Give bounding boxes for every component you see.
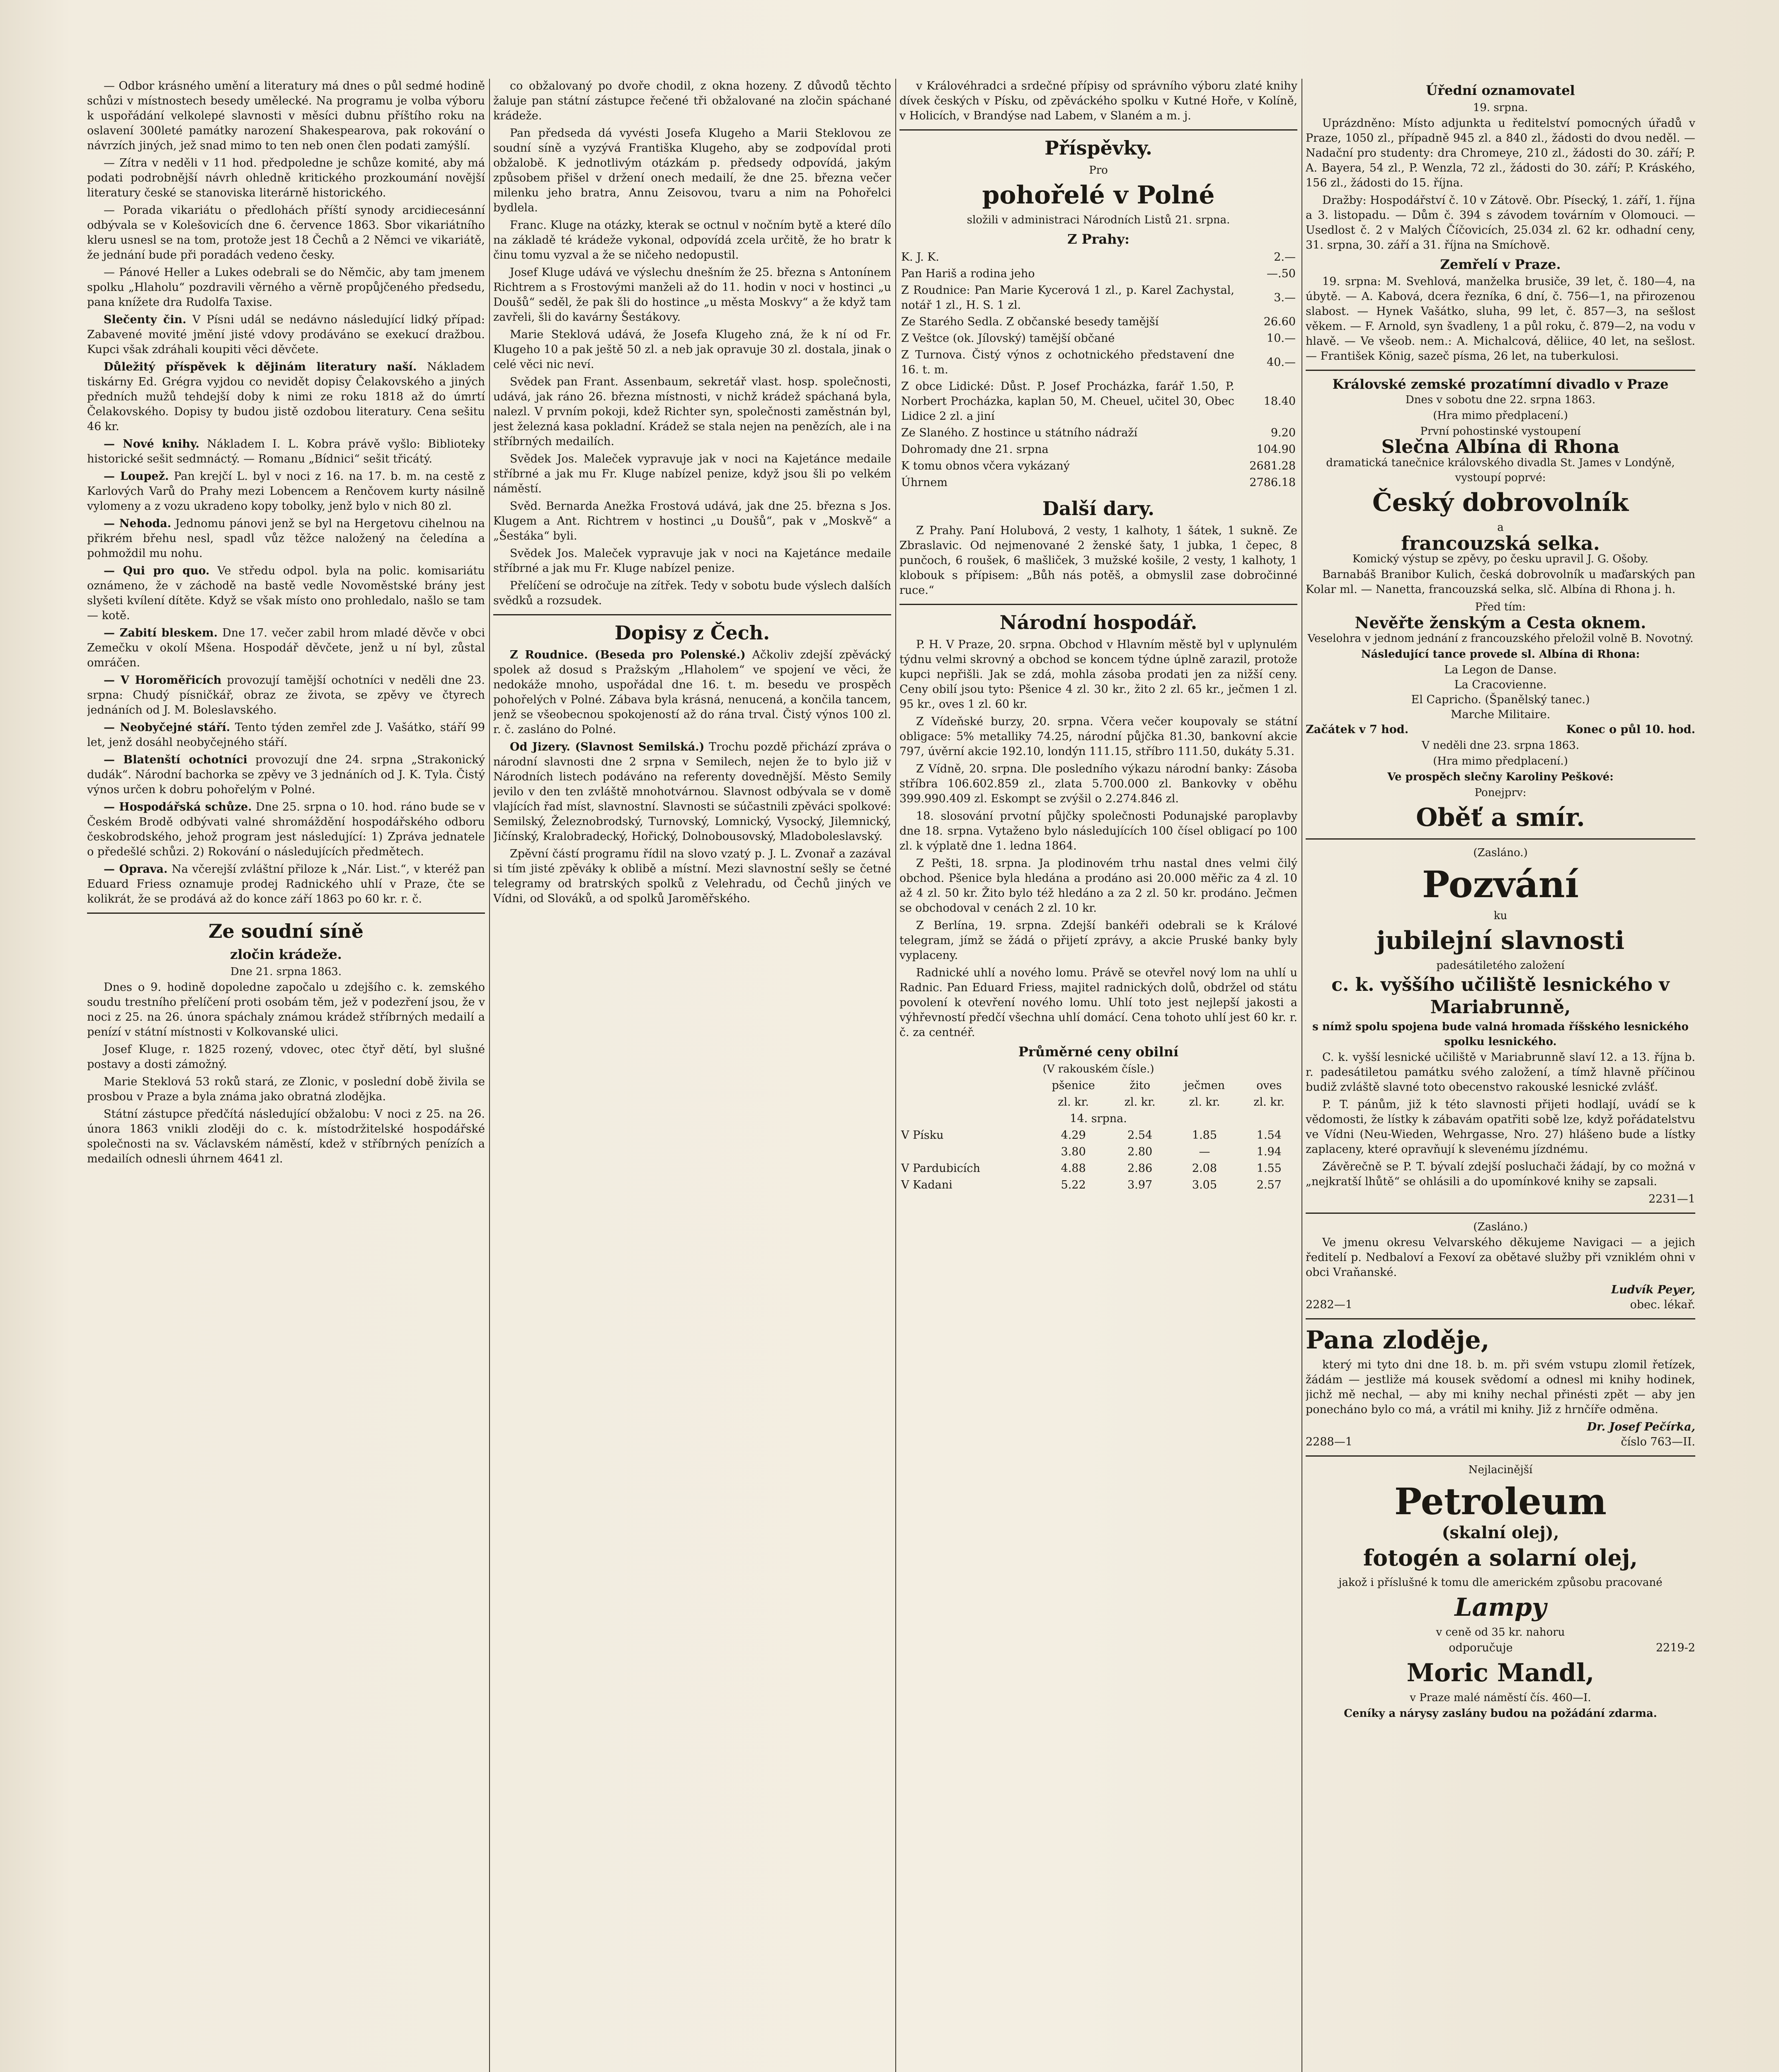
section-divider <box>493 614 891 615</box>
grain-price: 3.97 <box>1127 1179 1153 1191</box>
more-gifts-text: Z Prahy. Paní Holubová, 2 vesty, 1 kalhoty, 1 šátek, 1 sukně. Ze Zbraslavic. Od nejmenované 2 ženské šaty, 1 jubka, 1 čepec, 8 punčoch, 6 roušek, 6 mašliček, 3 mužské košile, 2 vesty, 1 kalhoty, 1 klobouk s přípisem: „Bůh nás potěš, a obmyslil zase dobročinné ruce.“ <box>899 524 1297 597</box>
ad-number: 2219-2 <box>1655 1641 1695 1654</box>
donations-prev-row: K tomu obnos včera vykázaný 2681.28 <box>901 460 1296 472</box>
news-text: Tento týden zemřel zde J. Vašátko, stáří 99 let, jenž dosáhl neobyčejného stáří. <box>87 721 485 749</box>
theatre-date: Dnes v sobotu dne 22. srpna 1863. <box>1405 394 1596 406</box>
invitation-sub: padesátiletého založení <box>1436 959 1565 972</box>
news-text: Dne 25. srpna o 10. hod. ráno bude se v Českém Brodě odbývati valné shromáždění hospodářského odboru českobrodského, jehož program jest následující: 1) Zpráva jednatele o předešlé schůzi. 2) Rokování o následujících předmětech. <box>87 801 485 858</box>
news-heading: — Nehoda. <box>104 517 171 530</box>
economy-title: Národní hospodář. <box>999 611 1197 634</box>
court-paragraph: Státní zástupce předčítá následující obžalobu: V noci z 25. na 26. února 1863 vnikli zloději do c. k. místodržitelské hospodářské společnosti na sv. Václavském náměstí, kdež v stříbrných penízích a medailích odnesli úhrnem 4641 zl. <box>87 1108 485 1165</box>
grain-header-cell: pšenice <box>1052 1079 1095 1092</box>
contributions-title: Příspěvky. <box>1045 137 1152 159</box>
theatre-dance-item: La Legon de Danse. <box>1444 663 1557 676</box>
grain-unit-cell <box>899 1094 1035 1111</box>
theatre-play-3-desc: Veselohra v jednom jednání z francouzského přeložil volně B. Novotný. <box>1307 632 1694 645</box>
petroleum-from: odporučuje <box>1449 1641 1513 1654</box>
section-divider <box>87 913 485 914</box>
court-section-subtitle: zločin krádeže. <box>230 946 342 962</box>
invitation-event: jubilejní slavnosti <box>1376 926 1625 955</box>
news-item <box>87 673 485 718</box>
donations-total-row: Dohromady dne 21. srpna 104.90 <box>901 443 1296 456</box>
court-paragraph: Svědek pan Frant. Assenbaum, sekretář vlast. hosp. společnosti, udává, jak ráno 26. března místnosti, v nichž krádež spáchaná byla, nalezl. V prvním pokoji, kdež Richter syn, společnosti zaměstnán byl, jest železná kasa pokladní. Krádež se stala nejen na penězích, ale i na stříbrných medailích. <box>493 375 891 448</box>
theatre-end: Konec o půl 10. hod. <box>1566 723 1695 736</box>
petroleum-price: v ceně od 35 kr. nahoru <box>1436 1626 1565 1639</box>
grain-header-cell: ječmen <box>1184 1079 1225 1092</box>
ad-number: 2231—1 <box>1648 1193 1695 1205</box>
donation-value: —.50 <box>1267 267 1296 280</box>
court-paragraph: Svědek Jos. Maleček vypravuje jak v noci na Kajetánce medaile stříbrné a jak mu Fr. Kluge nabízel penize, když jsou šli po velkém náměstí. <box>493 453 891 495</box>
court-paragraph: Dnes o 9. hodině dopoledne započalo u zdejšího c. k. zemského soudu trestního přelíčení proti osobám těm, jež v podezření jsou, že v noci z 25. na 26. února spáchaly známou krádež stříbrných medailí a penízí v státní místnosti v Kolkovanské ulici. <box>87 981 485 1038</box>
news-item <box>87 437 485 467</box>
grain-price: 2.57 <box>1256 1179 1282 1191</box>
court-paragraph: Marie Steklová udává, že Josefa Klugeho zná, že k ní od Fr. Klugeho 10 a pak ještě 50 zl. a neb jak opravuje 30 zl. dostala, jinak o celé věci nic neví. <box>493 328 891 371</box>
contributions-headline: pohořelé v Polné <box>982 181 1215 210</box>
donation-name: Z Veštce (ok. Jílovský) tamější občané <box>901 332 1115 345</box>
grain-price: 4.88 <box>1061 1162 1086 1175</box>
invitation-ku: ku <box>1493 910 1508 922</box>
grain-unit-cell: zl. kr. <box>1058 1096 1089 1109</box>
theatre-dance-item: La Cracovienne. <box>1454 678 1547 691</box>
grain-prices-subtitle: (V rakouském čísle.) <box>1042 1063 1154 1075</box>
column-1 <box>87 79 485 2072</box>
news-heading: — Loupež. <box>104 470 169 483</box>
news-heading: — V Horoměřicích <box>104 674 222 687</box>
grain-row <box>899 1177 1297 1193</box>
economy-item: Z Vídně, 20. srpna. Dle posledního výkazu národní banky: Zásoba stříbra 106.602.859 zl., zlata 5.700.000 zl. Bankovky v oběhu 399.990.409 zl. Eskompt se zvýšil o 2.274.846 zl. <box>899 762 1297 805</box>
news-item <box>87 862 485 907</box>
section-divider <box>1306 1318 1695 1319</box>
news-item <box>87 312 485 357</box>
grain-price: 2.80 <box>1127 1145 1153 1158</box>
donation-value: 10.— <box>1267 332 1296 345</box>
theatre-dances-intro: Následující tance provede sl. Albína di Rhona: <box>1361 648 1640 661</box>
news-heading: — Neobyčejné stáří. <box>104 721 230 734</box>
grain-prices-units <box>899 1094 1297 1111</box>
thief-notice-footer <box>1306 1435 1695 1450</box>
thief-notice-text: který mi tyto dni dne 18. b. m. při svém vstupu zlomil řetízek, žádám — jestliže má kousek svědomí a odnesl mi knihy hodinek, jichž mě nechal, — aby mi knihy nechal přinésti zpět — aby jen ponecháno bylo co má, a vrátil mi knihy. Již z hrnčíře odměna. <box>1306 1358 1695 1416</box>
grain-price: 3.80 <box>1061 1145 1086 1158</box>
grain-place: V Kadani <box>901 1179 953 1191</box>
donation-row <box>899 249 1297 266</box>
grain-price: 2.54 <box>1127 1129 1153 1142</box>
news-item: — Zítra v neděli v 11 hod. předpoledne je schůze komité, aby má podati podrobnější návrh ohledně kritického prozkoumání novější literatury české se stanoviska literárně historického. <box>87 157 485 199</box>
theatre-first-guest: První pohostinské vystoupení <box>1420 425 1581 438</box>
section-divider <box>899 129 1297 131</box>
theatre-star: Slečna Albína di Rhona <box>1381 436 1620 457</box>
contributions-subtitle: složili v administraci Národních Listů 21. srpna. <box>967 214 1230 226</box>
news-item: — Porada vikariátu o předlohách příští synody arcidiecesánní odbývala se v Kolešovicích dne 6. července 1863. Sbor vikariátního kleru usnesl se na tom, protože jest 18 Čechů a 2 Němci ve vikariátě, že jednání bude při poradách vedeno česky. <box>87 204 485 261</box>
letter-text: Ačkoliv zdejší zpěvácký spolek až dosud s Pražským „Hlaholem“ ve spojení ve věci, že nedokáže mnoho, uspořádal dne 16. t. m. besedu ve prospěch pohořelých v Polné. Zábava byla krásná, nenucená, a končila tancem, jenž se všeobecnou spokojeností až do rána trval. Čistý výnos 100 zl. r. č. zasláno do Polné. <box>493 649 891 736</box>
grain-place <box>899 1144 1035 1160</box>
section-divider <box>899 604 1297 605</box>
grain-price: 5.22 <box>1061 1179 1086 1191</box>
letter-item: Zpěvní částí programu řídil na slovo vzatý p. J. L. Zvonař a zazával si tím jisté zpěváky k oblibě a místní. Mezi slavnostní sešly se četné telegramy od bratrských spolků z Velehradu, od Čechů jiných ve Vídni, od Slováků, a od spolků Jaroměřského. <box>493 847 891 905</box>
donation-name: Pan Hariš a rodina jeho <box>901 267 1035 280</box>
news-heading: — Oprava. <box>104 863 168 876</box>
news-item <box>87 720 485 750</box>
petroleum-merchant: Moric Mandl, <box>1406 1658 1595 1687</box>
donation-name: Z obce Lidické: Důst. P. Josef Procházka, farář 1.50, P. Norbert Procházka, kaplan 50, M. Cheuel, učitel 30, Obec Lidice 2 zl. a jiní <box>901 380 1234 423</box>
official-notices-date: 19. srpna. <box>1473 102 1528 114</box>
invitation-school: c. k. vyššího učiliště lesnického v Mariabrunně, <box>1331 974 1670 1018</box>
donation-row <box>899 282 1297 314</box>
economy-item: 18. slosování prvotní půjčky společnosti Podunajské paroplavby dne 18. srpna. Vytaženo bylo následujících 100 čísel obligací po 100 zl. k výplatě dne 1. ledna 1864. <box>899 810 1297 852</box>
theatre-sunday-note: (Hra mimo předplacení.) <box>1433 755 1568 767</box>
ad-number: 2288—1 <box>1306 1435 1352 1448</box>
donation-name: K. J. K. <box>901 251 939 264</box>
grain-prices-table <box>899 1077 1297 1193</box>
official-notice: Dražby: Hospodářství č. 10 v Zátově. Obr. Písecký, 1. září, 1. října a 3. listopadu. — Dům č. 394 s závodem továrním v Olomouci. — Usedlost č. 2 v Malých Číčovicích, 25.034 zl. 62 kr. odhadní ceny, 31. srpna, 30. září a 31. října na Smíchově. <box>1306 194 1695 252</box>
grain-prices-date-row: 14. srpna. <box>1070 1112 1127 1125</box>
column-divider <box>489 79 490 2072</box>
theatre-before: Před tím: <box>1475 601 1526 613</box>
theatre-star-desc: dramatická tanečnice královského divadla St. James v Londýně, vystoupí poprvé: <box>1326 457 1675 484</box>
letter-heading: Z Roudnice. (Beseda pro Polenské.) <box>510 649 746 661</box>
petroleum-address: v Praze malé náměstí čís. 460—I. <box>1410 1692 1591 1704</box>
grain-price: 1.55 <box>1256 1162 1282 1175</box>
grain-prices-header <box>899 1077 1297 1094</box>
news-text: Dne 17. večer zabil hrom mladé děvče v obci Zemečku v okolí Mšena. Hospodář děvčete, jenž u ní byl, zůstal omráčen. <box>87 627 485 669</box>
section-divider <box>1306 1213 1695 1214</box>
donations-sum-row: Úhrnem 2786.18 <box>901 476 1296 489</box>
grain-prices-title: Průměrné ceny obilní <box>1018 1044 1179 1060</box>
grain-place: V Pardubicích <box>901 1162 980 1175</box>
news-item: — Odbor krásného umění a literatury má dnes o půl sedmé hodině schůzi v místnostech besedy umělecké. Na programu je volba výboru k uspořádání velkolepé slavnosti v měsíci dubnu příštího roku na oslavení 300leté památky narození Shakespearova, pak rokování o návrzích jiných, jež snad mimo to ten neb onen člen podati zamýšlí. <box>87 80 485 152</box>
news-text: provozují tamější ochotníci v neděli dne 23. srpna: Chudý písničkář, obraz ze života, se zpěvy ve čtyrech jednáních od J. M. Boleslavského. <box>87 674 485 716</box>
donation-name: Z Roudnice: Pan Marie Kycerová 1 zl., p. Karel Zachystal, notář 1 zl., H. S. 1 zl. <box>901 284 1234 312</box>
column-2 <box>493 79 891 2072</box>
donation-value: 2.— <box>1274 251 1296 264</box>
grain-header-cell: žito <box>1129 1079 1151 1092</box>
thanks-footer <box>1306 1297 1695 1312</box>
court-paragraph: Josef Kluge, r. 1825 rozený, vdovec, otec čtyř dětí, byl slušné postavy a dosti zámožný. <box>87 1043 485 1071</box>
letter-heading: Od Jizery. (Slavnost Semilská.) <box>510 741 705 753</box>
news-item: v Královéhradci a srdečné přípisy od správního výboru zlaté knihy dívek českých v Písku, od zpěváckého spolku v Kutné Hoře, v Kolíně, v Holicích, v Brandýse nad Labem, v Slaném a m. j. <box>899 80 1297 122</box>
theatre-times <box>1306 722 1695 737</box>
grain-price: 3.05 <box>1192 1179 1217 1191</box>
theatre-play-1: Český dobrovolník <box>1372 488 1629 517</box>
grain-price: 4.29 <box>1061 1129 1086 1142</box>
theatre-start: Začátek v 7 hod. <box>1306 723 1409 736</box>
theatre-benefit: Ve prospěch slečny Karoliny Peškové: <box>1387 771 1614 783</box>
donation-name: Z Turnova. Čistý výnos z ochotnického představení dne 16. t. m. <box>901 349 1234 376</box>
news-text: V Písni udál se nedávno následující lidký případ: Zabavené movité jmění jisté vdovy prodáváno se exekucí dražbou. Kupci však zdráhali koupiti věci děvčete. <box>87 313 485 356</box>
grain-unit-cell: zl. kr. <box>1124 1096 1156 1109</box>
theatre-play-3: Nevěřte ženským a Cesta oknem. <box>1355 613 1646 632</box>
court-paragraph: Svědek Jos. Maleček vypravuje jak v noci na Kajetánce medaile stříbrné a jak mu Fr. Kluge nabízel penize. <box>493 547 891 575</box>
contributions-pro: Pro <box>1089 164 1108 177</box>
court-paragraph: Franc. Kluge na otázky, kterak se octnul v nočním bytě a které dílo na základě té krádeže vykonal, odpovídá zcela určitě, že ho bratr k činu tomu vyzval a že se ničeho nedopustil. <box>493 219 891 261</box>
invitation-text: P. T. pánům, již k této slavnosti přijeti hodlají, uvádí se k vědomosti, že lístky k zábavám opatřiti sobě lze, když pořádatelstvu ve Vídni (Neu-Wieden, Wehrgasse, Nro. 27) hlášeno bude a lístky zaplaceny, které opravňují k slevenému jízdnému. <box>1306 1098 1695 1156</box>
news-text: Nákladem tiskárny Ed. Grégra vyjdou co nevidět dopisy Čelakovského a jiných předních mužů tehdejší doby k nimi ze roku 1818 až do úmrtí Čelakovského. Dopisy ty budou jistě ozdobou literatury. Cena sešitu 46 kr. <box>87 361 485 433</box>
grain-header-cell: oves <box>1256 1079 1282 1092</box>
column-divider <box>895 79 896 2072</box>
theatre-play-2-desc: Komický výstup se zpěvy, po česku upravil J. G. Ošoby. <box>1352 553 1648 565</box>
grain-price: 1.54 <box>1256 1129 1282 1142</box>
news-item <box>87 469 485 514</box>
ad-number: 2282—1 <box>1306 1298 1352 1311</box>
news-heading: — Nové knihy. <box>104 438 199 450</box>
grain-price: 2.08 <box>1192 1162 1217 1175</box>
letter-item <box>493 648 891 737</box>
news-item <box>87 753 485 797</box>
grain-row <box>899 1127 1297 1144</box>
theatre-title: Královské zemské prozatímní divadlo v Praze <box>1332 376 1669 392</box>
theatre-and: a <box>1497 521 1504 534</box>
news-item <box>87 626 485 670</box>
petroleum-lamps: Lampy <box>1454 1593 1546 1622</box>
court-paragraph: Svěd. Bernarda Anežka Frostová udává, jak dne 25. března s Jos. Klugem a Ant. Richtrem v hostinci „u Doušů“, pak v „Moskvě“ a „Šestáka“ byli. <box>493 500 891 542</box>
petroleum-sub: (skalní olej), <box>1442 1523 1559 1542</box>
donation-row <box>899 378 1297 425</box>
court-date: Dne 21. srpna 1863. <box>230 966 342 978</box>
invitation-title: Pozvání <box>1422 863 1579 906</box>
donation-row <box>899 330 1297 347</box>
economy-item: Radnické uhlí a nového lomu. Právě se otevřel nový lom na uhlí u Radnic. Pan Eduard Friess, majitel radnických dolů, obdržel od státu povolení k otevření nového lomu. Uhlí toto jest nejlepší jakosti a výhřevností předčí všechna uhlí domácí. Cena tohoto uhlí jest 60 kr. r. č. za centnéř. <box>899 966 1297 1039</box>
column-3 <box>899 79 1297 2072</box>
grain-row <box>899 1144 1297 1160</box>
news-heading: — Hospodářská schůze. <box>104 801 252 813</box>
economy-item: P. H. V Praze, 20. srpna. Obchod v Hlavním městě byl v uplynulém týdnu velmi skrovný a obchod se koncem týdne úplně zarazil, protože kupci nepřišli. Jak se zdá, mohla zásoba prodati jen za nižší ceny. Ceny obilí jsou tyto: Pšenice 4 zl. 30 kr., žito 2 zl. 65 kr., ječmen 1 zl. 95 kr., oves 1 zl. 60 kr. <box>899 638 1297 711</box>
invitation-join: s nímž spolu spojena bude valná hromada říšského lesnického spolku lesnického. <box>1312 1021 1689 1048</box>
thanks-text: Ve jmenu okresu Velvarského děkujeme Navigaci — a jejich ředitelí p. Nedbaloví a Fexoví za obětavé služby při vzniklém ohni v obci Vraňanské. <box>1306 1236 1695 1279</box>
section-divider <box>1306 370 1695 371</box>
petroleum-catalog: Ceníky a nárysy zaslány budou na požádání zdarma. <box>1344 1707 1657 1720</box>
news-text: Na včerejší zvláštní přiloze k „Nár. List.“, v kteréž pan Eduard Friess oznamuje prodej Radnického uhlí v Praze, čte se kolikrát, že se prodává až do konce září 1863 po 60 kr. r. č. <box>87 863 485 905</box>
sent-label: (Zasláno.) <box>1473 1221 1528 1233</box>
court-paragraph: Přelíčení se odročuje na zítřek. Tedy v sobotu bude výslech dalších svědků a rozsudek. <box>493 579 891 607</box>
theatre-benefit-first: Ponejprv: <box>1474 787 1527 799</box>
official-notices-title: Úřední oznamovatel <box>1426 82 1575 98</box>
news-text: Nákladem I. L. Kobra právě vyšlo: Biblioteky historické sešit sedmnáctý. — Romanu „Bídnici“ sešit třicátý. <box>87 438 485 465</box>
theatre-roles: Barnabáš Branibor Kulich, česká dobrovolník u maďarských pan Kolar ml. — Nanetta, francouzská selka, slč. Albína di Rhona j. h. <box>1306 568 1695 596</box>
thief-notice-signature: Dr. Josef Pečírka, <box>1587 1421 1695 1433</box>
news-heading: Důležitý příspěvek k dějinám literatury naší. <box>104 361 417 373</box>
theatre-dances <box>1306 663 1695 722</box>
donation-value: 26.60 <box>1263 315 1296 328</box>
grain-price: 1.85 <box>1192 1129 1217 1142</box>
donation-name: Ze Slaného. Z hostince u státního nádraží <box>901 426 1138 439</box>
letter-item <box>493 740 891 844</box>
thanks-signature-title: obec. lékař. <box>1630 1298 1695 1311</box>
theatre-dance-item: Marche Militaire. <box>1450 708 1551 721</box>
section-divider <box>1306 838 1695 840</box>
news-heading: Slečenty čin. <box>104 313 187 326</box>
news-item <box>87 564 485 623</box>
theatre-sunday: V neděli dne 23. srpna 1863. <box>1421 739 1580 752</box>
donation-value: 40.— <box>1267 356 1296 369</box>
news-text: provozují dne 24. srpna „Strakonický dudák“. Národní bachorka se zpěvy ve 3 jednáních od J. K. Tyla. Čistý výnos určen k dobru pohořelým v Polné. <box>87 753 485 796</box>
court-section-title: Ze soudní síně <box>208 920 364 942</box>
donation-value: 9.20 <box>1270 426 1296 439</box>
thief-notice-title: Pana zloděje, <box>1306 1326 1490 1355</box>
news-heading: — Qui pro quo. <box>104 564 210 577</box>
grain-header-cell <box>899 1077 1035 1094</box>
deaths-list: 19. srpna: M. Svehlová, manželka brusiče, 39 let, č. 180—4, na úbytě. — A. Kabová, dcera řezníka, 6 dní, č. 756—1, na přirozenou slabost. — Hynek Vašátko, sluha, 99 let, č. 857—3, na sešlost věkem. — F. Arnold, syn švadleny, 1 a půl roku, č. 879—2, na vodu v hlavě. — Ve všeob. nem.: A. Michalcová, děliice, 40 let, na sešlost. — František König, sazeč písma, 26 let, na tuberkulosi. <box>1306 275 1695 363</box>
petroleum-small: jakož i příslušné k tomu dle americkém způsobu pracované <box>1338 1576 1663 1589</box>
news-item: — Pánové Heller a Lukes odebrali se do Němčic, aby tam jmenem spolku „Hlaholu“ pozdravili věrného a věrně propůjčeného předsedu, pana knížete dra Rudolfa Taxise. <box>87 266 485 309</box>
grain-unit-cell: zl. kr. <box>1253 1096 1285 1109</box>
donation-value: 3.— <box>1274 291 1296 304</box>
invitation-text: Závěrečně se P. T. bývalí zdejší posluchači žádají, by co možná v „nejkratší lhůtě“ se ohlásili a do upomínkové knihy se zapsali. <box>1306 1160 1695 1188</box>
petroleum-from-row <box>1306 1641 1695 1656</box>
theatre-note: (Hra mimo předplacení.) <box>1433 409 1568 422</box>
theatre-dance-item: El Capricho. (Španělský tanec.) <box>1411 693 1590 706</box>
grain-row <box>899 1160 1297 1177</box>
section-divider <box>1306 1455 1695 1457</box>
petroleum-pretitle: Nejlacinější <box>1468 1464 1533 1476</box>
sent-label: (Zasláno.) <box>1473 847 1528 859</box>
economy-item: Z Pešti, 18. srpna. Ja plodinovém trhu nastal dnes velmi čilý obchod. Pšenice byla hledána a prodáno asi 20.000 měřic za 4 zl. 10 až 4 zl. 50 kr. Žito bylo též hledáno a za 2 zl. 50 kr. prodáno. Ječmen se obchodoval v cenách 2 zl. 10 kr. <box>899 857 1297 915</box>
grain-price: — <box>1199 1145 1210 1158</box>
grain-price: 2.86 <box>1127 1162 1153 1175</box>
economy-item: Z Vídeňské burzy, 20. srpna. Včera večer koupovaly se státní obligace: 5% metalliky 74.25, národní půjčka 81.30, bankovní akcie 797, úvěrní akcie 192.10, londýn 111.15, stříbro 111.50, dukáty 5.31. <box>899 715 1297 758</box>
deaths-title: Zemřelí v Praze. <box>1440 257 1561 272</box>
news-text: Ve středu odpol. byla na polic. komisariátu oznámeno, že v záchodě na bastě vedle Novoměstské brány jest slyšeti kvílení dítěte. Když se však místo ono prohledalo, našlo se tam — kotě. <box>87 564 485 622</box>
more-gifts-title: Další dary. <box>1042 497 1155 520</box>
news-text: Pan krejčí L. byl v noci z 16. na 17. b. m. na cestě z Karlových Varů do Prahy mezi Lobencem a Renčovem kurty násilně vylomeny a z vozu ukradeno kopy tobolky, jenž bylo v nich 80 zl. <box>87 470 485 513</box>
economy-item: Z Berlína, 19. srpna. Zdejší bankéři odebrali se k Králové telegram, jímž se žádá o přijetí zprávy, a akcie Pruské banky byly vyplaceny. <box>899 919 1297 962</box>
letters-section-title: Dopisy z Čech. <box>614 622 770 644</box>
invitation-text: C. k. vyšší lesnické učiliště v Mariabrunně slaví 12. a 13. října b. r. padesátiletou památku svého založení, a tímž hlavně příčinou budiž zvláště slavné toto obecenstvo rakouské lesnické zvlášť. <box>1306 1051 1695 1094</box>
news-item <box>87 800 485 859</box>
donation-name: Ze Starého Sedla. Z občanské besedy tamější <box>901 315 1159 328</box>
court-paragraph: Pan předseda dá vyvésti Josefa Klugeho a Marii Steklovou ze soudní síně a vyzývá Františka Klugeho, aby se zodpovídal proti obžalobě. K jednotlivým otázkám p. předsedy odpovídá, jakým způsobem přišel v držení onech medailí, že dne 25. března večer milenku jeho bratra, Annu Zeisovou, tvaru a nim na Pohořelci bydlela. <box>493 127 891 214</box>
news-item <box>87 360 485 434</box>
grain-price: 1.94 <box>1256 1145 1282 1158</box>
theatre-play-4: Oběť a smír. <box>1416 803 1585 832</box>
theatre-play-2: francouzská selka. <box>1401 532 1600 554</box>
column-4 <box>1306 79 1695 2072</box>
donation-row <box>899 425 1297 441</box>
court-paragraph: Josef Kluge udává ve výslechu dnešním že 25. března s Antonínem Richtrem a s Frostovými manželi až do 11. hodin v noci v hostinci „u Doušů“ seděl, že pak šli do hostince „u města Moskvy“ a že když tam zavřeli, šli do kavárny Šestákovy. <box>493 266 891 324</box>
thanks-signature: Ludvík Peyer, <box>1611 1283 1695 1296</box>
petroleum-products: fotogén a solarní olej, <box>1363 1544 1638 1571</box>
donation-row <box>899 266 1297 282</box>
court-paragraph: Marie Steklová 53 roků stará, ze Zlonic, v poslední době živila se prosbou v Praze a byla známa jako obratná zlodějka. <box>87 1075 485 1103</box>
court-paragraph: co obžalovaný po dvoře chodil, z okna hozeny. Z důvodů těchto žaluje pan státní zástupce řečené tři obžalované na zločin spáchané krádeže. <box>493 80 891 122</box>
donations-table <box>899 249 1297 491</box>
donation-value: 18.40 <box>1263 395 1296 408</box>
contributions-city: Z Prahy: <box>1067 231 1129 247</box>
official-notice: Uprázdněno: Místo adjunkta u ředitelství pomocných úřadů v Praze, 1050 zl., případně 945 zl. a 840 zl., žádosti do dvou neděl. — Nadační pro studenty: dra Chromeye, 210 zl., žádosti do 30. září; P. A. Bayera, 54 zl., P. Wenzla, 72 zl., žádosti do 30. září; P. Kráského, 156 zl., žádosti do 15. října. <box>1306 117 1695 189</box>
news-item <box>87 516 485 561</box>
letter-text: Trochu pozdě přichází zpráva o národní slavnosti dne 2 srpna v Semilech, nejen že to bylo již v Národních listech podáváno na referenty dovednější. Město Semily jevilo v den ten zvláště mnohotvárnou. Slavnost odbývala se v domě vlajících řad míst, slavnostní. Slavnosti se súčastnili zpěváci spolkové: Semilský, Železnobrodský, Turnovský, Lomnický, Vysocký, Jilemnický, Jičínský, Kralobradecký, Hořický, Dolnobousovský, Mladoboleslavský. <box>493 741 891 843</box>
donation-row <box>899 347 1297 378</box>
grain-place: V Písku <box>901 1129 944 1142</box>
petroleum-title: Petroleum <box>1394 1480 1607 1523</box>
donation-row <box>899 314 1297 330</box>
news-heading: — Zabití bleskem. <box>104 627 218 639</box>
grain-unit-cell: zl. kr. <box>1189 1096 1220 1109</box>
thief-notice-address: číslo 763—II. <box>1621 1435 1695 1448</box>
news-text: Jednomu pánovi jenž se byl na Hergetovu cihelnou na přikrém břehu nesl, spadl vůz těžce naložený na čeledína a pohmoždil mu nohu. <box>87 517 485 560</box>
news-heading: — Blatenští ochotníci <box>104 753 247 766</box>
